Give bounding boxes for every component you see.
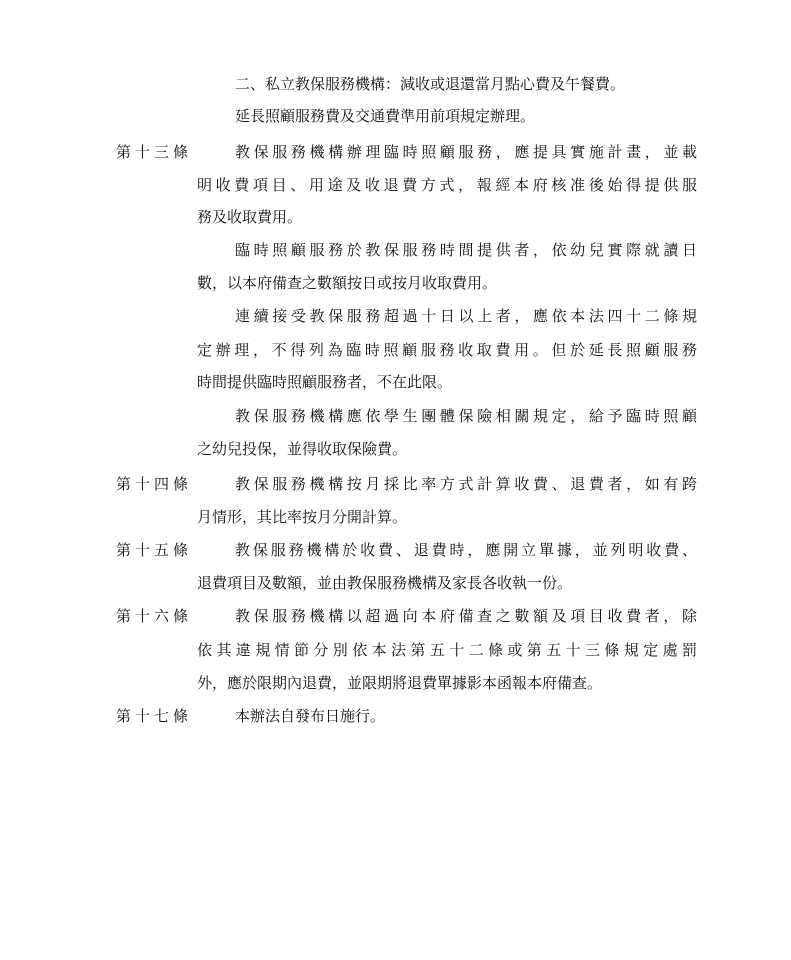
article-13-line-1: 教保服務機構辦理臨時照顧服務，應提具實施計畫，並載 — [235, 143, 697, 161]
article-17-number: 第十七條 — [116, 707, 188, 725]
article-13-number: 第十三條 — [116, 143, 188, 161]
article-13-line-2: 明收費項目、用途及收退費方式，報經本府核准後始得提供服 — [197, 176, 697, 194]
article-13-line-10: 之幼兒投保，並得收取保險費。 — [197, 440, 408, 458]
article-15-line-1: 教保服務機構於收費、退費時，應開立單據，並列明收費、 — [235, 541, 697, 559]
article-16-line-3: 外，應於限期內退費，並限期將退費單據影本函報本府備查。 — [197, 674, 603, 692]
article-15-line-2: 退費項目及數額，並由教保服務機構及家長各收執一份。 — [197, 574, 573, 592]
article-16-number: 第十六條 — [116, 607, 188, 625]
article-14-number: 第十四條 — [116, 475, 188, 493]
article-13-line-5: 數，以本府備查之數額按日或按月收取費用。 — [197, 274, 498, 292]
article-14-line-1: 教保服務機構按月採比率方式計算收費、退費者，如有跨 — [235, 475, 697, 493]
article-14-line-2: 月情形，其比率按月分開計算。 — [197, 508, 408, 526]
article-13-line-7: 定辦理，不得列為臨時照顧服務收取費用。但於延長照顧服務 — [197, 341, 697, 359]
article-13-line-8: 時間提供臨時照顧服務者，不在此限。 — [197, 373, 453, 391]
article-13-line-3: 務及收取費用。 — [197, 208, 303, 226]
article-13-line-4: 臨時照顧服務於教保服務時間提供者，依幼兒實際就讀日 — [235, 241, 697, 259]
article-16-line-2: 依其違規情節分別依本法第五十二條或第五十三條規定處罰 — [197, 641, 697, 659]
article-13-line-6: 連續接受教保服務超過十日以上者，應依本法四十二條規 — [235, 307, 697, 325]
article-17-line-1: 本辦法自發布日施行。 — [235, 707, 386, 725]
item-2-text: 二、私立教保服務機構：減收或退還當月點心費及午餐費。 — [235, 75, 626, 93]
extended-care-text: 延長照顧服務費及交通費準用前項規定辦理。 — [235, 107, 536, 125]
article-16-line-1: 教保服務機構以超過向本府備查之數額及項目收費者，除 — [235, 607, 697, 625]
article-13-line-9: 教保服務機構應依學生團體保險相關規定，給予臨時照顧 — [235, 407, 697, 425]
article-15-number: 第十五條 — [116, 541, 188, 559]
